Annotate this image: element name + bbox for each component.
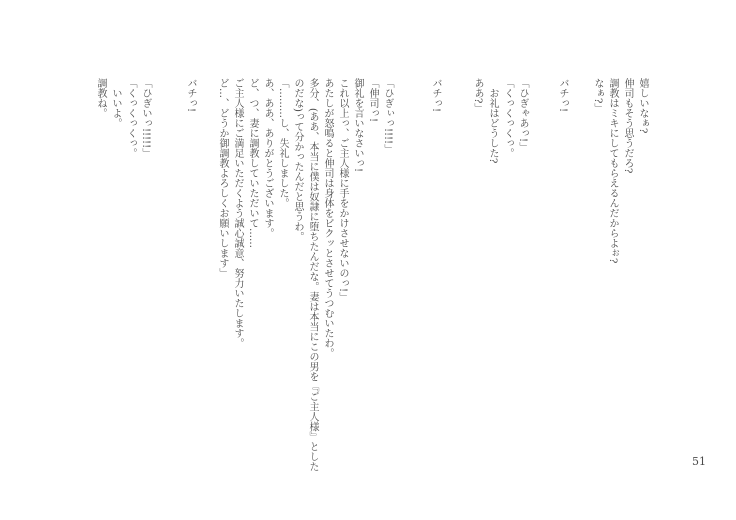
text-line: 「伸司っ!: [367, 78, 378, 123]
text-line: 調教はミキにしてもらえるんだからよぉ?: [607, 78, 618, 264]
text-line: 「ひぎぃっ!!!!」: [382, 78, 393, 155]
vertical-text-block: [93, 78, 650, 518]
text-line: あ、ああ、ありがとうございます。: [262, 78, 273, 238]
text-line: 調教ね。: [95, 78, 106, 118]
text-line: バチっ!: [430, 78, 441, 113]
text-line: 「くっくっくっ。: [502, 78, 513, 158]
text-line: 「くっくっくっ。: [125, 78, 136, 158]
text-line: いいよ。: [110, 88, 121, 128]
text-line: 御礼を言いなさいっ!: [352, 78, 363, 173]
text-line: なぁ?」: [592, 78, 603, 114]
text-line: これ以上っ、ご主人様に手をかけさせないのっ!」: [337, 78, 348, 303]
text-line: ご主人様にご満足いただくよう誠心誠意、努力いたします。: [232, 78, 243, 348]
text-line: バチっ!: [557, 78, 568, 113]
text-line: 「ひぎいっ!!!!!」: [140, 78, 151, 159]
text-line: のだな)って分かったんだと思うわ。: [292, 78, 303, 242]
text-line: バチっ!: [185, 78, 196, 113]
text-line: あたしが怒鳴ると伸司は身体をビクッとさせてうつむいたわ。: [322, 78, 333, 358]
text-line: 「………し、失礼しました。: [277, 78, 288, 208]
text-line: お礼はどうした?: [487, 88, 498, 164]
text-line: ど、つ、妻に調教していただいて……: [247, 78, 258, 248]
text-line: 伸司もそう思うだろ?: [622, 78, 633, 174]
text-line: 「ひぎゃあっ!」: [517, 78, 528, 153]
page-number: 51: [692, 455, 706, 468]
text-line: ど…、どうか御調教よろしくお願いします」: [217, 78, 228, 278]
text-line: ああ?」: [472, 78, 483, 114]
text-line: 嬉しいなぁ?: [637, 78, 648, 134]
text-line: 多分、(ああ、本当に僕は奴隷に堕ちたんだな。妻は本当にこの男を『ご主人様』とした: [307, 78, 318, 472]
